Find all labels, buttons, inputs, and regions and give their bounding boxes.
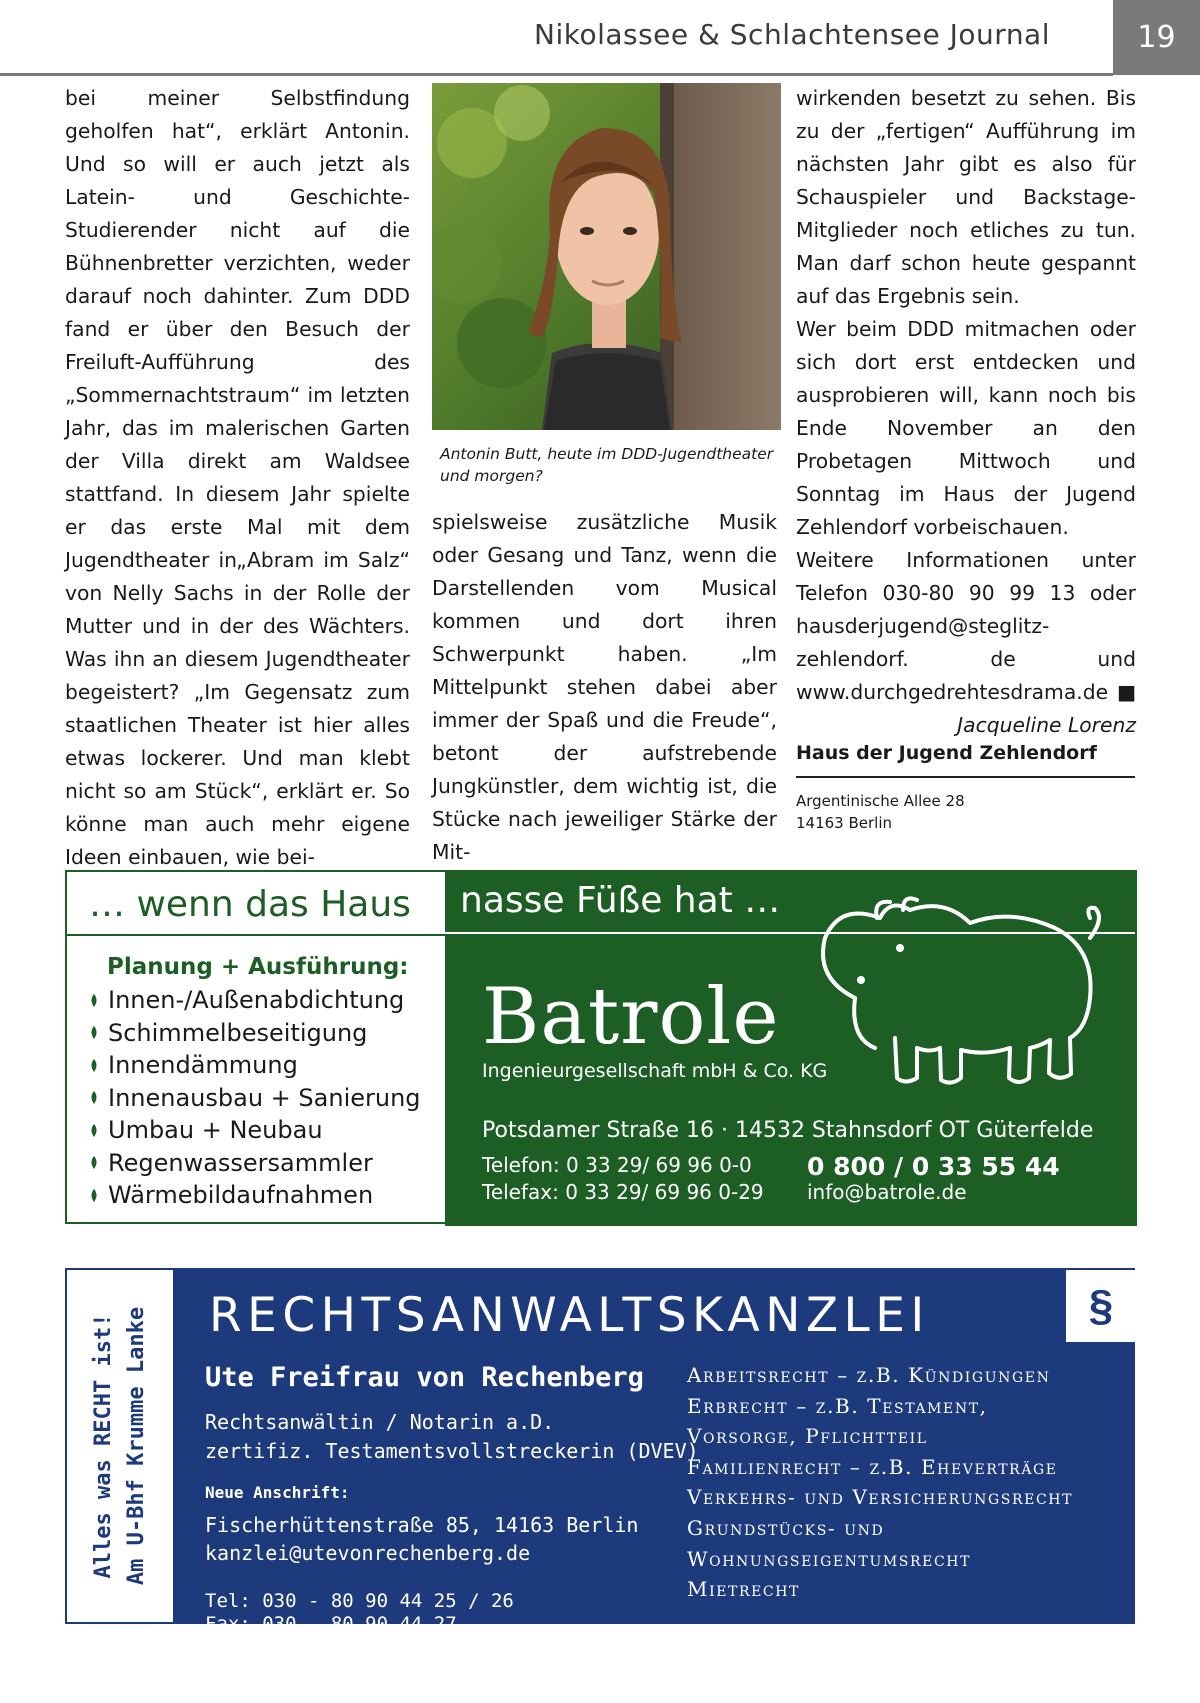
leaf-bullet-icon bbox=[89, 1156, 99, 1169]
lawyer-title: Rechtsanwältin / Notarin a.D. bbox=[205, 1410, 555, 1434]
service-label: Umbau + Neubau bbox=[108, 1116, 323, 1144]
hippo-icon bbox=[795, 888, 1125, 1100]
lawyer-certification: zertifiz. Testamentsvollstreckerin (DVEV) bbox=[205, 1439, 699, 1463]
service-label: Innendämmung bbox=[108, 1051, 298, 1079]
service-label: Wärmebildaufnahmen bbox=[108, 1181, 374, 1209]
practice-area: Mietrecht bbox=[687, 1577, 800, 1602]
practice-area: Erbrecht – z.B. Testament, bbox=[687, 1393, 988, 1418]
company-freephone: 0 800 / 0 33 55 44 bbox=[807, 1152, 1060, 1181]
practice-area: Verkehrs- und Versicherungsrecht bbox=[687, 1485, 1074, 1510]
ad-side-slogan: Alles was RECHT ist! bbox=[91, 1313, 116, 1579]
article-column-3 bbox=[796, 82, 1136, 742]
law-office-heading: RECHTSANWALTSKANZLEI bbox=[209, 1288, 930, 1343]
new-address-label: Neue Anschrift: bbox=[205, 1483, 350, 1502]
leaf-bullet-icon bbox=[89, 1189, 99, 1202]
practice-area: Vorsorge, Pflichtteil bbox=[687, 1424, 928, 1449]
leaf-bullet-icon bbox=[89, 1026, 99, 1039]
infobox-rule bbox=[796, 776, 1135, 778]
practice-areas-list bbox=[687, 1360, 1073, 1605]
company-phone: Telefon: 0 33 29/ 69 96 0-0 bbox=[482, 1153, 752, 1177]
author-byline: Jacqueline Lorenz bbox=[957, 713, 1136, 737]
leaf-bullet-icon bbox=[89, 1124, 99, 1137]
law-office-fax: Fax: 030 - 80 90 44 27 bbox=[205, 1613, 457, 1635]
service-item bbox=[87, 1147, 421, 1180]
infobox-title: Haus der Jugend Zehlendorf bbox=[796, 742, 1097, 764]
service-label: Schimmelbeseitigung bbox=[108, 1018, 368, 1047]
service-item bbox=[87, 1049, 421, 1082]
services-title: Planung + Ausführung: bbox=[107, 954, 409, 980]
practice-area: Grundstücks- und bbox=[687, 1515, 885, 1540]
service-label: Innenausbau + Sanierung bbox=[108, 1083, 421, 1112]
ad-side-text bbox=[87, 1307, 153, 1585]
leaf-bullet-icon bbox=[89, 994, 99, 1007]
page-number: 19 bbox=[1113, 0, 1200, 75]
law-office-phone: Tel: 030 - 80 90 44 25 / 26 bbox=[205, 1590, 514, 1612]
lawyer-name: Ute Freifrau von Rechenberg bbox=[205, 1362, 644, 1393]
journal-title: Nikolassee & Schlachtensee Journal bbox=[534, 18, 1050, 51]
service-item bbox=[87, 984, 421, 1017]
law-office-email: kanzlei@utevonrechenberg.de bbox=[205, 1541, 531, 1565]
end-mark: ■ bbox=[1116, 680, 1136, 704]
ad-side-panel bbox=[67, 1270, 173, 1622]
service-item bbox=[87, 1082, 421, 1115]
ad-slogan-right: nasse Füße hat … bbox=[460, 880, 781, 921]
header-rule bbox=[0, 73, 1113, 76]
article-paragraph bbox=[796, 544, 1136, 709]
infobox-address bbox=[796, 790, 965, 834]
article-paragraph: bei meiner Selbstfindung geholfen hat“, erklärt Antonin. Und so will er auch jetzt als Latein- und Geschichte-Studierender nicht auf die Bühnenbretter verzichten, weder darauf noch dahinter. Zum DDD fand er über den Besuch der Freiluft-Aufführung des „Sommernachtstraum“ im letzten Jahr, das im malerischen Garten der Villa direkt am Waldsee stattfand. In diesem Jahr spielte er das erste Mal mit dem Jugendtheater in„Abram im Salz“ von Nelly Sachs in der Rolle der Mutter und in der des Wächters. Was ihn an diesem Jugendtheater begeistert? „Im Gegensatz zum staatlichen Theater ist hier alles etwas lockerer. Und man klebt nicht so am Stück“, erklärt er. So könne man auch mehr eigene Ideen einbauen, wie bei- bbox=[65, 86, 410, 869]
paragraph-symbol-icon: § bbox=[1066, 1270, 1136, 1342]
service-item bbox=[87, 1179, 421, 1212]
practice-area: Familienrecht – z.B. Eheverträge bbox=[687, 1454, 1058, 1479]
article-paragraph: spielsweise zusätzliche Musik oder Gesang und Tanz, wenn die Darstellenden vom Musical kommen und dort ihren Schwerpunkt haben. „Im Mittelpunkt stehen dabei aber immer der Spaß und die Freude“, betont der aufstrebende Jungkünstler, dem wichtig ist, die Stücke nach jeweiliger Stärke der Mit- bbox=[432, 510, 777, 864]
service-item bbox=[87, 1017, 421, 1050]
company-fax: Telefax: 0 33 29/ 69 96 0-29 bbox=[482, 1180, 764, 1204]
ad-rule bbox=[67, 934, 445, 936]
article-paragraph: Wer beim DDD mitmachen oder sich dort erst entdecken und ausprobieren will, kann noch bis Ende November an den Probetagen Mittwoch und Sonntag im Haus der Jugend Zehlendorf vorbeischauen. bbox=[796, 317, 1136, 539]
ad-slogan-left: … wenn das Haus bbox=[89, 884, 411, 925]
portrait-photo bbox=[432, 83, 781, 430]
services-list bbox=[87, 984, 421, 1212]
portrait-illustration bbox=[432, 83, 781, 430]
practice-area: Wohnungseigentumsrecht bbox=[687, 1546, 972, 1571]
photo-caption: Antonin Butt, heute im DDD-Jugendtheater und morgen? bbox=[440, 445, 774, 485]
batrole-advertisement bbox=[65, 870, 1135, 1224]
leaf-bullet-icon bbox=[89, 1059, 99, 1072]
service-label: Regenwassersammler bbox=[108, 1148, 373, 1177]
law-office-advertisement bbox=[65, 1268, 1135, 1635]
service-label: Innen-/Außenabdichtung bbox=[108, 986, 405, 1014]
infobox-street: Argentinische Allee 28 bbox=[796, 792, 965, 810]
batrole-logo: Batrole bbox=[482, 972, 780, 1062]
law-office-address: Fischerhüttenstraße 85, 14163 Berlin bbox=[205, 1513, 639, 1537]
article-column-1 bbox=[65, 82, 410, 874]
ad-green-panel bbox=[445, 870, 1137, 1226]
article-column-2 bbox=[432, 506, 777, 869]
company-email: info@batrole.de bbox=[807, 1180, 967, 1204]
company-address: Potsdamer Straße 16 · 14532 Stahnsdorf OT Güterfelde bbox=[482, 1118, 1094, 1143]
service-item bbox=[87, 1114, 421, 1147]
company-name: Ingenieurgesellschaft mbH & Co. KG bbox=[482, 1060, 828, 1082]
practice-area: Arbeitsrecht – z.B. Kündigungen bbox=[687, 1363, 1051, 1387]
article-paragraph: wirkenden besetzt zu sehen. Bis zu der „fertigen“ Aufführung im nächsten Jahr gibt es also für Schauspieler und Backstage-Mitglieder noch etliches zu tun. Man darf schon heute gespannt auf das Ergebnis sein. bbox=[796, 86, 1136, 308]
ad-side-location: Am U-Bhf Krumme Lanke bbox=[124, 1306, 149, 1586]
contact-info: Weitere Informationen unter Telefon 030-80 90 99 13 oder hausderjugend@steglitz-zehlendorf. de und www.durchgedrehtesdrama.de bbox=[796, 548, 1136, 704]
leaf-bullet-icon bbox=[89, 1091, 99, 1104]
infobox-city: 14163 Berlin bbox=[796, 814, 893, 832]
